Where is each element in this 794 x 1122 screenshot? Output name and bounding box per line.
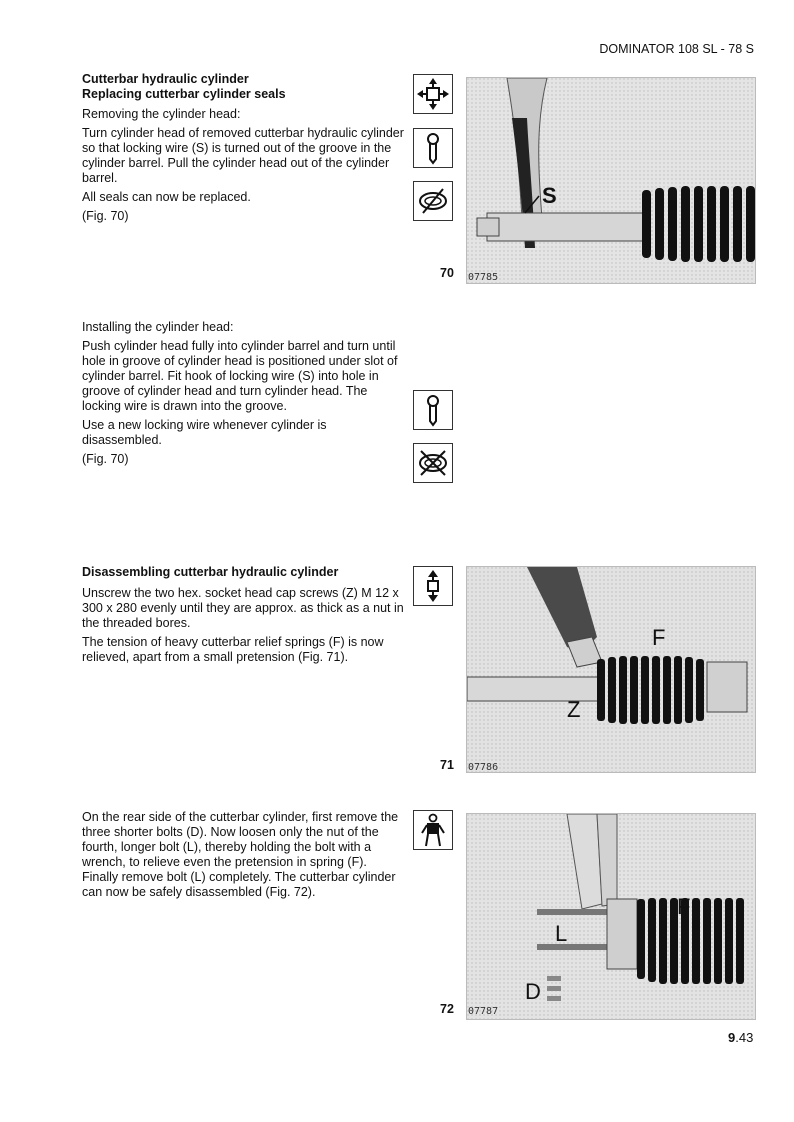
section-disassembling xyxy=(82,565,407,669)
mechanic-icon xyxy=(413,810,453,850)
updown-arrows-icon xyxy=(413,566,453,606)
paragraph: Removing the cylinder head: xyxy=(82,107,241,121)
figure-code: 07785 xyxy=(468,272,499,283)
section-heading: Disassembling cutterbar hydraulic cylinder xyxy=(82,565,339,579)
figure-number: 72 xyxy=(440,1002,454,1016)
page-number xyxy=(728,1030,753,1045)
document-header: DOMINATOR 108 SL - 78 S xyxy=(599,42,754,56)
figure-72-photo xyxy=(466,813,756,1020)
paragraph: Use a new locking wire whenever cylinder is disassembled. xyxy=(82,418,327,447)
section-heading: Cutterbar hydraulic cylinder xyxy=(82,72,249,86)
figure-label-z: Z xyxy=(567,697,581,722)
seal-ring-icon xyxy=(413,181,453,221)
figure-code: 07786 xyxy=(468,762,499,773)
figure-reference: (Fig. 70) xyxy=(82,452,129,466)
figure-code: 07787 xyxy=(468,1006,499,1017)
figure-label-s: S xyxy=(542,183,557,208)
section-subheading: Replacing cutterbar cylinder seals xyxy=(82,87,286,101)
paragraph: Push cylinder head fully into cylinder barrel and turn until hole in groove of cylinder head is positioned under slot of cylinder barrel. Fit hook of locking wire (S) into hole in groove of cylinder head and turn cylinder head. The locking wire is drawn into the groove. xyxy=(82,339,398,413)
figure-reference: (Fig. 70) xyxy=(82,209,129,223)
seal-ring-crossed-icon xyxy=(413,443,453,483)
paragraph: Unscrew the two hex. socket head cap screws (Z) M 12 x 300 x 280 evenly until they are approx. as thick as a nut in the threaded bores. xyxy=(82,586,404,630)
figure-label-f: F xyxy=(652,625,666,650)
figure-70-photo xyxy=(466,77,756,284)
paragraph: Turn cylinder head of removed cutterbar hydraulic cylinder so that locking wire (S) is turned out of the groove in the cylinder barrel. Pull the cylinder head out of the cylinder barrel. xyxy=(82,126,404,185)
section-rear-bolts xyxy=(82,810,402,904)
figure-label-d: D xyxy=(525,979,541,1004)
figure-71-photo xyxy=(466,566,756,773)
locking-pin-icon xyxy=(413,390,453,430)
locking-pin-icon xyxy=(413,128,453,168)
paragraph: The tension of heavy cutterbar relief springs (F) is now relieved, apart from a small pretension (Fig. 71). xyxy=(82,635,384,664)
paragraph: On the rear side of the cutterbar cylinder, first remove the three shorter bolts (D). Now loosen only the nut of the fourth, longer bolt (L), thereby holding the bolt with a wrench, to relieve even the pretension in spring (F). Finally remove bolt (L) completely. The cutterbar cylinder can now be safely disassembled (Fig. 72). xyxy=(82,810,399,899)
paragraph: All seals can now be replaced. xyxy=(82,190,251,204)
section-installing-head xyxy=(82,320,402,471)
section-replacing-seals xyxy=(82,72,407,228)
figure-label-l: L xyxy=(555,921,568,946)
page-section: 9 xyxy=(728,1030,736,1045)
paragraph: Installing the cylinder head: xyxy=(82,320,234,334)
page-subnumber: .43 xyxy=(735,1030,754,1045)
move-arrows-icon xyxy=(413,74,453,114)
figure-number: 70 xyxy=(440,266,454,280)
figure-number: 71 xyxy=(440,758,454,772)
figure-label-f: F xyxy=(677,894,691,919)
